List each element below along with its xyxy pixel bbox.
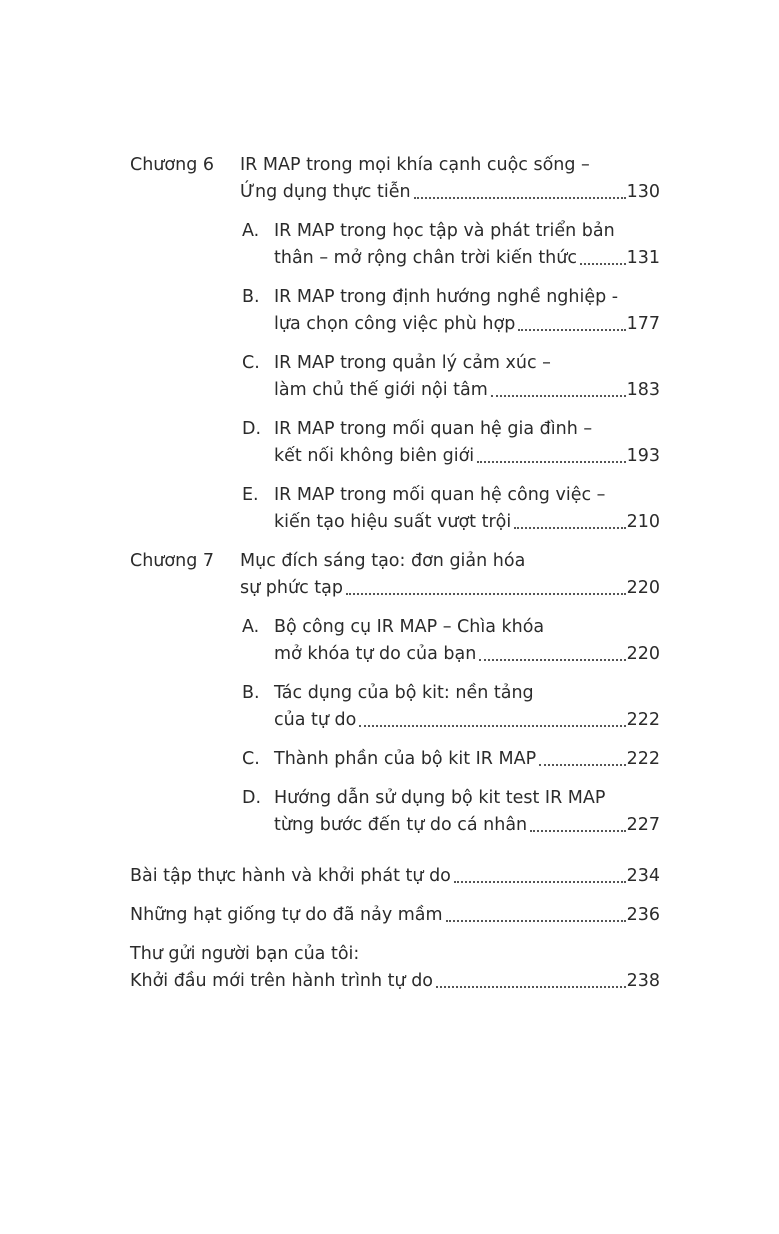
chapter-7-title-line1: Mục đích sáng tạo: đơn giản hóa <box>240 551 526 571</box>
section-letter: E. <box>242 485 259 505</box>
page-number: 193 <box>626 446 660 466</box>
chapter-6-entry[interactable] <box>240 177 660 203</box>
section-7d-entry[interactable] <box>274 810 660 836</box>
section-6d-line1: IR MAP trong mối quan hệ gia đình – <box>274 419 593 439</box>
page-number: 131 <box>626 248 660 268</box>
section-7b-line2: của tự do <box>274 710 357 730</box>
section-6b-line2: lựa chọn công việc phù hợp <box>274 314 516 334</box>
dot-leader <box>436 986 626 988</box>
section-6c-entry[interactable] <box>274 375 660 401</box>
extra-entry-seeds[interactable] <box>130 900 660 926</box>
page-number: 222 <box>626 710 660 730</box>
chapter-6-title-line1: IR MAP trong mọi khía cạnh cuộc sống – <box>240 155 590 175</box>
section-6c-line2: làm chủ thế giới nội tâm <box>274 380 488 400</box>
page-number: 238 <box>626 971 660 991</box>
section-7a-line1: Bộ công cụ IR MAP – Chìa khóa <box>274 617 545 637</box>
dot-leader <box>530 830 625 832</box>
page-number: 130 <box>626 182 660 202</box>
section-letter: D. <box>242 419 262 439</box>
chapter-7-label: Chương 7 <box>130 551 215 571</box>
section-6b-line1: IR MAP trong định hướng nghề nghiệp - <box>274 287 619 307</box>
section-7c-line1: Thành phần của bộ kit IR MAP <box>274 749 537 769</box>
page-number: 220 <box>626 644 660 664</box>
extra-entry-letter[interactable] <box>130 966 660 992</box>
section-letter: C. <box>242 749 260 769</box>
chapter-6-label: Chương 6 <box>130 155 215 175</box>
dot-leader <box>454 881 626 883</box>
extra-entry-letter-line2: Khởi đầu mới trên hành trình tự do <box>130 971 434 991</box>
page-number: 222 <box>626 749 660 769</box>
dot-leader <box>539 764 625 766</box>
dot-leader <box>491 395 626 397</box>
section-7c-entry[interactable] <box>274 744 660 770</box>
section-6a-line2: thân – mở rộng chân trời kiến thức <box>274 248 577 268</box>
section-7d-line1: Hướng dẫn sử dụng bộ kit test IR MAP <box>274 788 606 808</box>
section-6c-line1: IR MAP trong quản lý cảm xúc – <box>274 353 551 373</box>
dot-leader <box>446 920 626 922</box>
section-letter: A. <box>242 221 260 241</box>
section-letter: B. <box>242 287 260 307</box>
page-number: 227 <box>626 815 660 835</box>
dot-leader <box>580 263 626 265</box>
chapter-6-title-line2: Ứng dụng thực tiễn <box>240 182 411 202</box>
extra-entry-title: Bài tập thực hành và khởi phát tự do <box>130 866 451 886</box>
extra-entry-letter-line1: Thư gửi người bạn của tôi: <box>130 944 360 964</box>
dot-leader <box>518 329 625 331</box>
section-letter: B. <box>242 683 260 703</box>
section-6d-line2: kết nối không biên giới <box>274 446 475 466</box>
page-number: 177 <box>626 314 660 334</box>
dot-leader <box>477 461 625 463</box>
page-number: 220 <box>626 578 660 598</box>
page-number: 183 <box>626 380 660 400</box>
extra-entry-practice[interactable] <box>130 861 660 887</box>
chapter-7-entry[interactable] <box>240 573 660 599</box>
extra-entry-title: Những hạt giống tự do đã nảy mầm <box>130 905 443 925</box>
section-letter: C. <box>242 353 260 373</box>
section-7b-line1: Tác dụng của bộ kit: nền tảng <box>274 683 534 703</box>
section-7a-entry[interactable] <box>274 639 660 665</box>
section-6a-entry[interactable] <box>274 243 660 269</box>
section-7a-line2: mở khóa tự do của bạn <box>274 644 477 664</box>
section-6e-line2: kiến tạo hiệu suất vượt trội <box>274 512 512 532</box>
section-6b-entry[interactable] <box>274 309 660 335</box>
page-number: 234 <box>626 866 660 886</box>
section-6e-entry[interactable] <box>274 507 660 533</box>
section-letter: D. <box>242 788 262 808</box>
page-number: 236 <box>626 905 660 925</box>
dot-leader <box>359 725 625 727</box>
page-number: 210 <box>626 512 660 532</box>
section-6d-entry[interactable] <box>274 441 660 467</box>
dot-leader <box>346 593 626 595</box>
section-7b-entry[interactable] <box>274 705 660 731</box>
section-6a-line1: IR MAP trong học tập và phát triển bản <box>274 221 615 241</box>
dot-leader <box>414 197 626 199</box>
dot-leader <box>479 659 625 661</box>
chapter-7-title-line2: sự phức tạp <box>240 578 343 598</box>
section-6e-line1: IR MAP trong mối quan hệ công việc – <box>274 485 606 505</box>
section-7d-line2: từng bước đến tự do cá nhân <box>274 815 528 835</box>
section-letter: A. <box>242 617 260 637</box>
dot-leader <box>514 527 625 529</box>
